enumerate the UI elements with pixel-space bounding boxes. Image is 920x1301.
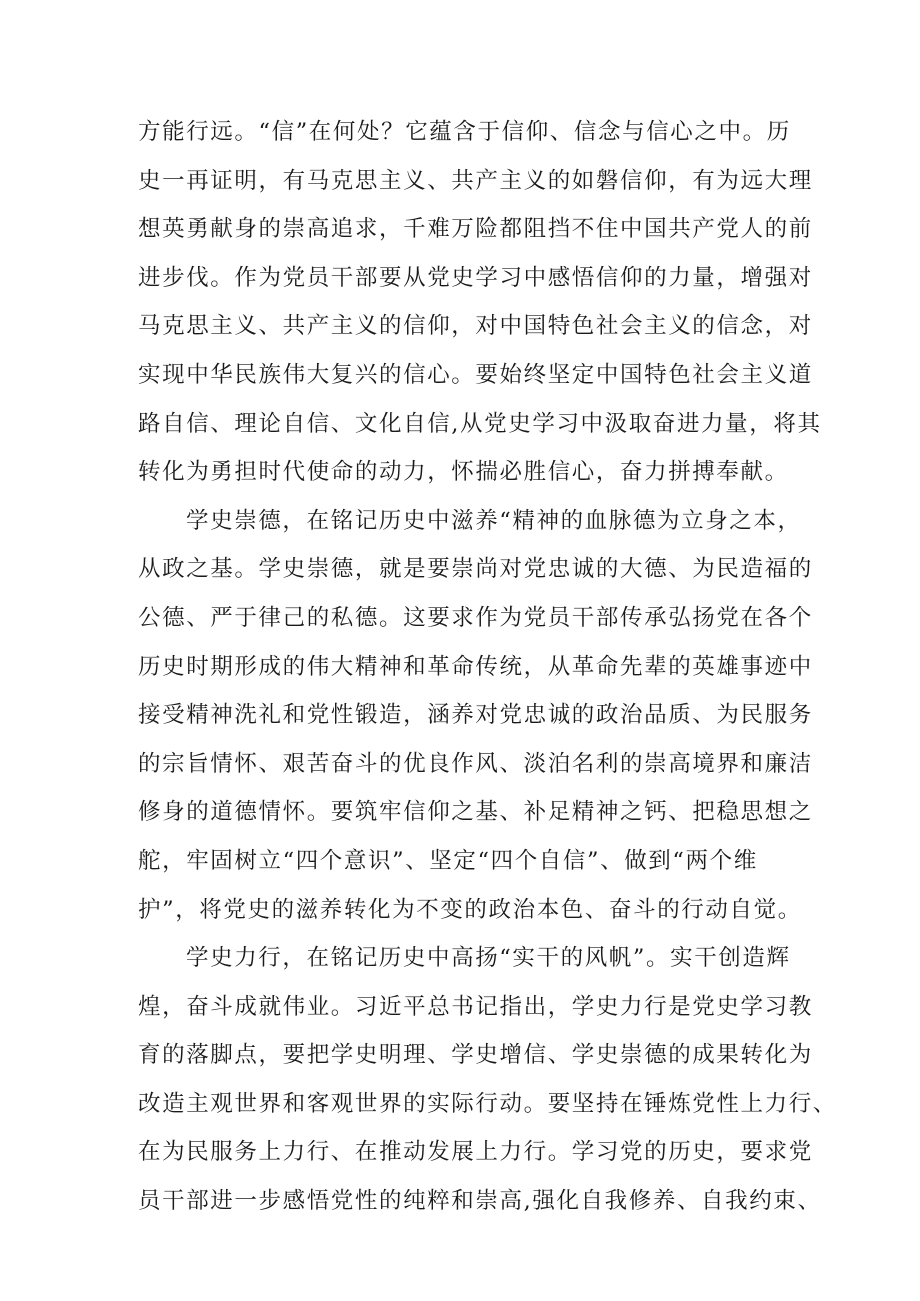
text-line: 想英勇献身的崇高追求，千难万险都阻挡不住中国共产党人的前	[138, 216, 813, 243]
text-line: 改造主观世界和客观世界的实际行动。要坚持在锤炼党性上力行、	[138, 1090, 837, 1117]
document-body	[138, 108, 837, 1226]
text-line: 在为民服务上力行、在推动发展上力行。学习党的历史，要求党	[138, 1139, 813, 1166]
text-line: 修身的道德情怀。要筑牢信仰之基、补足精神之钙、把稳思想之	[138, 799, 813, 826]
text-line: 转化为勇担时代使命的动力，怀揣必胜信心，奋力拼搏奉献。	[138, 459, 789, 486]
paragraph-start-line: 学史崇德，在铭记历史中滋养“精神的血脉德为立身之本，	[186, 507, 802, 534]
text-line: 进步伐。作为党员干部要从党史学习中感悟信仰的力量，增强对	[138, 264, 813, 291]
text-line: 从政之基。学史崇德，就是要崇尚对党忠诚的大德、为民造福的	[138, 556, 813, 583]
paragraph-start-line: 学史力行，在铭记历史中高扬“实干的风帆”。实干创造辉	[186, 945, 791, 972]
text-line: 历史时期形成的伟大精神和革命传统，从革命先辈的英雄事迹中	[138, 653, 813, 680]
text-line: 路自信、理论自信、文化自信,从党史学习中汲取奋进力量，将其	[138, 410, 822, 437]
text-line: 护”，将党史的滋养转化为不变的政治本色、奋斗的行动自觉。	[138, 896, 802, 923]
text-line: 史一再证明，有马克思主义、共产主义的如磐信仰，有为远大理	[138, 167, 813, 194]
text-line: 马克思主义、共产主义的信仰，对中国特色社会主义的信念，对	[138, 313, 813, 340]
text-line: 实现中华民族伟大复兴的信心。要始终坚定中国特色社会主义道	[138, 361, 813, 388]
text-line: 公德、严于律己的私德。这要求作为党员干部传承弘扬党在各个	[138, 604, 813, 631]
text-line: 接受精神洗礼和党性锻造，涵养对党忠诚的政治品质、为民服务	[138, 702, 813, 729]
text-line: 育的落脚点，要把学史明理、学史增信、学史崇德的成果转化为	[138, 1042, 813, 1069]
text-line: 煌，奋斗成就伟业。习近平总书记指出，学史力行是党史学习教	[138, 993, 813, 1020]
text-line: 方能行远。“信”在何处？它蕴含于信仰、信念与信心之中。历	[138, 119, 791, 145]
text-line: 员干部进一步感悟党性的纯粹和崇高,强化自我修养、自我约束、	[138, 1188, 822, 1215]
text-line: 的宗旨情怀、艰苦奋斗的优良作风、淡泊名利的崇高境界和廉洁	[138, 750, 813, 777]
text-line: 舵，牢固树立“四个意识”、坚定“四个自信”、做到“两个维	[138, 847, 758, 874]
